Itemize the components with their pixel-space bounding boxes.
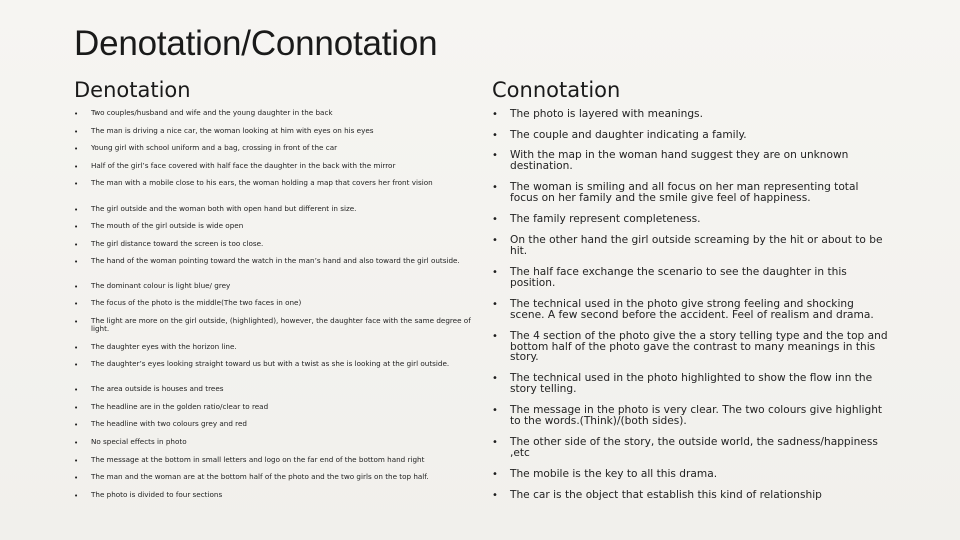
list-item-text: The dominant colour is light blue/ grey	[91, 281, 231, 290]
list-item-text: The family represent completeness.	[510, 213, 701, 225]
bullet-icon: •	[492, 469, 498, 480]
list-item-text: With the map in the woman hand suggest they are on unknown destination.	[510, 149, 849, 172]
bullet-icon: •	[74, 241, 79, 249]
bullet-icon: •	[74, 492, 79, 500]
bullet-icon: •	[492, 235, 498, 246]
bullet-icon: •	[74, 258, 79, 266]
bullet-icon: •	[492, 490, 498, 501]
bullet-icon: •	[74, 404, 79, 412]
list-item-text: Young girl with school uniform and a bag, crossing in front of the car	[91, 143, 338, 152]
bullet-icon: •	[74, 318, 79, 326]
slide-title: Denotation/Connotation	[74, 24, 438, 63]
bullet-icon: •	[74, 361, 79, 369]
list-item-text: Two couples/husband and wife and the young daughter in the back	[91, 108, 333, 117]
bullet-icon: •	[492, 150, 498, 161]
list-item-text: The photo is divided to four sections	[91, 490, 223, 499]
denotation-heading: Denotation	[74, 78, 191, 102]
list-item-text: The other side of the story, the outside world, the sadness/happiness ,etc	[510, 436, 878, 459]
list-item-text: The couple and daughter indicating a family.	[510, 129, 747, 141]
list-item-text: The man with a mobile close to his ears, the woman holding a map that covers her front vision	[91, 178, 433, 187]
list-item-text: The message in the photo is very clear. The two colours give highlight to the words.(Think)/(both sides).	[510, 404, 883, 427]
bullet-icon: •	[74, 300, 79, 308]
list-item-text: The focus of the photo is the middle(The two faces in one)	[91, 298, 302, 307]
list-item-text: The technical used in the photo highlighted to show the flow inn the story telling.	[510, 372, 873, 395]
list-item-text: The photo is layered with meanings.	[510, 108, 703, 120]
list-item-text: The hand of the woman pointing toward the watch in the man’s hand and also toward the girl outside.	[91, 256, 460, 265]
bullet-icon: •	[74, 163, 79, 171]
bullet-icon: •	[74, 283, 79, 291]
bullet-icon: •	[74, 180, 79, 188]
list-item-text: No special effects in photo	[91, 437, 187, 446]
list-item-text: Half of the girl’s face covered with half face the daughter in the back with the mirror	[91, 161, 396, 170]
bullet-icon: •	[74, 386, 79, 394]
list-item-text: The man and the woman are at the bottom half of the photo and the two girls on the top half.	[91, 472, 429, 481]
list-item-text: The girl distance toward the screen is too close.	[91, 239, 264, 248]
bullet-icon: •	[492, 405, 498, 416]
bullet-icon: •	[74, 223, 79, 231]
list-item-text: The technical used in the photo give strong feeling and shocking scene. A few second before the accident. Feel of realism and drama.	[510, 298, 874, 321]
list-item-text: The girl outside and the woman both with open hand but different in size.	[91, 204, 357, 213]
list-item-text: On the other hand the girl outside screaming by the hit or about to be hit.	[510, 234, 883, 257]
bullet-icon: •	[492, 373, 498, 384]
list-item-text: The man is driving a nice car, the woman looking at him with eyes on his eyes	[91, 126, 374, 135]
list-item-text: The woman is smiling and all focus on her man representing total focus on her family and the smile give feel of happiness.	[510, 181, 859, 204]
list-item-text: The headline are in the golden ratio/clear to read	[91, 402, 269, 411]
list-item-text: The 4 section of the photo give the a story telling type and the top and bottom half of the photo gave the contrast to many meanings in this story.	[510, 330, 888, 364]
bullet-icon: •	[492, 214, 498, 225]
bullet-icon: •	[492, 130, 498, 141]
bullet-icon: •	[74, 110, 79, 118]
bullet-icon: •	[74, 457, 79, 465]
list-item-text: The headline with two colours grey and red	[91, 419, 247, 428]
bullet-icon: •	[74, 145, 79, 153]
bullet-icon: •	[492, 182, 498, 193]
list-item-text: The area outside is houses and trees	[91, 384, 224, 393]
list-item-text: The mobile is the key to all this drama.	[510, 468, 718, 480]
bullet-icon: •	[74, 439, 79, 447]
list-item-text: The mouth of the girl outside is wide open	[91, 221, 244, 230]
bullet-icon: •	[492, 109, 498, 120]
bullet-icon: •	[74, 128, 79, 136]
bullet-icon: •	[492, 267, 498, 278]
list-item-text: The message at the bottom in small letters and logo on the far end of the bottom hand right	[91, 455, 425, 464]
bullet-icon: •	[74, 206, 79, 214]
connotation-heading: Connotation	[492, 78, 621, 102]
bullet-icon: •	[74, 421, 79, 429]
list-item-text: The car is the object that establish this kind of relationship	[510, 489, 822, 501]
list-item-text: The daughter’s eyes looking straight toward us but with a twist as she is looking at the girl outside.	[91, 359, 450, 368]
list-item-text: The daughter eyes with the horizon line.	[91, 342, 237, 351]
bullet-icon: •	[492, 437, 498, 448]
bullet-icon: •	[492, 331, 498, 342]
bullet-icon: •	[74, 344, 79, 352]
list-item-text: The light are more on the girl outside, (highlighted), however, the daughter face with the same degree of light.	[91, 316, 471, 333]
bullet-icon: •	[74, 474, 79, 482]
bullet-icon: •	[492, 299, 498, 310]
list-item-text: The half face exchange the scenario to see the daughter in this position.	[510, 266, 847, 289]
